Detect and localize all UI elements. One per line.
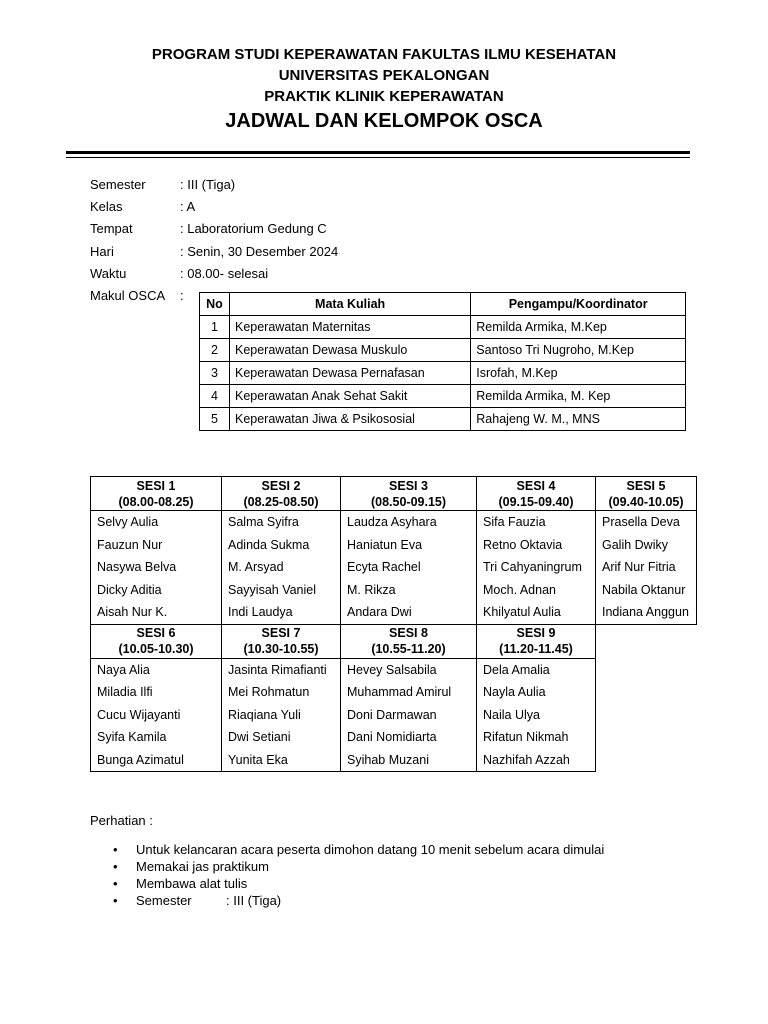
member-name: Laudza Asyhara — [341, 511, 477, 534]
member-name: Yunita Eka — [222, 749, 341, 772]
note-text: Untuk kelancaran acara peserta dimohon datang 10 menit sebelum acara dimulai — [136, 842, 605, 857]
row-no: 4 — [200, 385, 230, 408]
table-row — [91, 601, 697, 624]
session-header — [341, 624, 477, 658]
header-praktik: PRAKTIK KLINIK KEPERAWATAN — [264, 88, 504, 105]
member-name: Haniatun Eva — [341, 534, 477, 557]
list-item — [113, 876, 604, 893]
list-item — [113, 893, 604, 910]
session-name: SESI 4 — [516, 478, 556, 493]
member-name: Hevey Salsabila — [341, 658, 477, 681]
info-label: Semester — [90, 177, 146, 192]
member-name: M. Arsyad — [222, 556, 341, 579]
member-name: Prasella Deva — [596, 511, 697, 534]
empty-cell — [596, 726, 697, 749]
row-no: 1 — [200, 316, 230, 339]
empty-cell — [596, 658, 697, 681]
session-header — [477, 624, 596, 658]
row-lecturer: Remilda Armika, M. Kep — [471, 385, 686, 408]
member-name: Nazhifah Azzah — [477, 749, 596, 772]
member-name: Khilyatul Aulia — [477, 601, 596, 624]
member-name: Nasywa Belva — [91, 556, 222, 579]
col-header-mata-kuliah: Mata Kuliah — [229, 293, 470, 316]
member-name: Naila Ulya — [477, 704, 596, 727]
info-value: : — [180, 288, 184, 303]
table-row — [200, 339, 686, 362]
makul-table — [199, 292, 686, 431]
member-name: Dani Nomidiarta — [341, 726, 477, 749]
info-label: Kelas — [90, 199, 123, 214]
session-name: SESI 6 — [136, 626, 176, 640]
info-value: : III (Tiga) — [180, 177, 236, 192]
row-course: Keperawatan Dewasa Muskulo — [229, 339, 470, 362]
row-no: 2 — [200, 339, 230, 362]
session-name: SESI 2 — [261, 478, 301, 493]
session-time: (11.20-11.45) — [499, 642, 573, 656]
table-row — [200, 385, 686, 408]
session-header-row — [91, 477, 697, 511]
session-time: (10.55-11.20) — [371, 642, 446, 656]
empty-cell — [596, 681, 697, 704]
bullet-icon: • — [113, 842, 118, 857]
member-name: Dwi Setiani — [222, 726, 341, 749]
session-name: SESI 9 — [516, 626, 556, 640]
member-name: Jasinta Rimafianti — [222, 658, 341, 681]
member-name: Andara Dwi — [341, 601, 477, 624]
session-name: SESI 8 — [389, 626, 428, 640]
member-name: Miladia Ilfi — [91, 681, 222, 704]
table-row — [91, 534, 697, 557]
member-name: Syihab Muzani — [341, 749, 477, 772]
member-name: Mei Rohmatun — [222, 681, 341, 704]
session-time: (08.50-09.15) — [370, 494, 447, 509]
session-header — [596, 477, 697, 511]
note-semester-value: : III (Tiga) — [226, 893, 282, 908]
session-name: SESI 1 — [136, 478, 176, 493]
page-title: JADWAL DAN KELOMPOK OSCA — [225, 110, 543, 132]
session-name: SESI 7 — [261, 626, 301, 640]
session-time: (08.25-08.50) — [243, 494, 319, 509]
member-name: Muhammad Amirul — [341, 681, 477, 704]
notes-heading: Perhatian : — [90, 813, 153, 828]
row-no: 5 — [200, 408, 230, 431]
member-name: Salma Syifra — [222, 511, 341, 534]
member-name: Indiana Anggun — [596, 601, 697, 624]
session-header — [341, 477, 477, 511]
info-value: : A — [180, 199, 196, 214]
header-program: PROGRAM STUDI KEPERAWATAN FAKULTAS ILMU KESEHATAN — [151, 46, 617, 63]
member-name: Indi Laudya — [222, 601, 341, 624]
table-row — [200, 408, 686, 431]
member-name: Cucu Wijayanti — [91, 704, 222, 727]
member-name: M. Rikza — [341, 579, 477, 602]
table-row — [91, 749, 697, 772]
table-row — [200, 316, 686, 339]
member-name: Aisah Nur K. — [91, 601, 222, 624]
bullet-icon: • — [113, 893, 118, 908]
info-label: Hari — [90, 244, 114, 259]
session-name: SESI 3 — [389, 478, 428, 493]
session-header-row — [91, 624, 697, 658]
empty-cell — [596, 749, 697, 772]
member-name: Arif Nur Fitria — [596, 556, 697, 579]
info-value: : Senin, 30 Desember 2024 — [180, 244, 339, 259]
session-header — [222, 477, 341, 511]
row-course: Keperawatan Anak Sehat Sakit — [229, 385, 470, 408]
table-row — [200, 362, 686, 385]
list-item — [113, 842, 604, 859]
member-name: Ecyta Rachel — [341, 556, 477, 579]
header-university: UNIVERSITAS PEKALONGAN — [278, 67, 490, 84]
note-text: Memakai jas praktikum — [136, 859, 269, 874]
table-row — [91, 579, 697, 602]
session-header — [91, 477, 222, 511]
table-header-row — [200, 293, 686, 316]
session-header — [222, 624, 341, 658]
session-table — [90, 476, 697, 772]
row-lecturer: Santoso Tri Nugroho, M.Kep — [471, 339, 686, 362]
table-row — [91, 726, 697, 749]
bullet-icon: • — [113, 859, 118, 874]
member-name: Adinda Sukma — [222, 534, 341, 557]
notes-list — [113, 842, 604, 910]
session-time: (09.40-10.05) — [608, 494, 684, 509]
session-time: (10.05-10.30) — [118, 642, 194, 656]
row-no: 3 — [200, 362, 230, 385]
session-header — [477, 477, 596, 511]
info-value: : Laboratorium Gedung C — [180, 221, 327, 236]
session-time: (08.00-08.25) — [118, 494, 194, 509]
table-row — [91, 681, 697, 704]
table-row — [91, 658, 697, 681]
note-semester-label: Semester — [136, 893, 192, 908]
header-divider-thick — [66, 151, 690, 154]
session-time: (09.15-09.40) — [498, 494, 574, 509]
list-item — [113, 859, 604, 876]
info-label: Tempat — [90, 221, 133, 236]
member-name: Doni Darmawan — [341, 704, 477, 727]
member-name: Syifa Kamila — [91, 726, 222, 749]
empty-cell — [596, 704, 697, 727]
session-name: SESI 5 — [626, 478, 666, 493]
table-row — [91, 556, 697, 579]
row-lecturer: Isrofah, M.Kep — [471, 362, 686, 385]
row-lecturer: Rahajeng W. M., MNS — [471, 408, 686, 431]
row-course: Keperawatan Dewasa Pernafasan — [229, 362, 470, 385]
col-header-no: No — [200, 293, 230, 316]
member-name: Sifa Fauzia — [477, 511, 596, 534]
member-name: Dela Amalia — [477, 658, 596, 681]
member-name: Retno Oktavia — [477, 534, 596, 557]
info-label: Makul OSCA — [90, 288, 166, 303]
table-row — [91, 511, 697, 534]
member-name: Fauzun Nur — [91, 534, 222, 557]
row-lecturer: Remilda Armika, M.Kep — [471, 316, 686, 339]
header-divider-thin — [66, 157, 690, 158]
info-label: Waktu — [90, 266, 127, 281]
member-name: Selvy Aulia — [91, 511, 222, 534]
member-name: Tri Cahyaningrum — [477, 556, 596, 579]
row-course: Keperawatan Maternitas — [229, 316, 470, 339]
member-name: Bunga Azimatul — [91, 749, 222, 772]
member-name: Moch. Adnan — [477, 579, 596, 602]
note-text: Membawa alat tulis — [136, 876, 248, 891]
member-name: Dicky Aditia — [91, 579, 222, 602]
session-header — [91, 624, 222, 658]
empty-cell — [596, 624, 697, 658]
row-course: Keperawatan Jiwa & Psikososial — [229, 408, 470, 431]
member-name: Galih Dwiky — [596, 534, 697, 557]
member-name: Sayyisah Vaniel — [222, 579, 341, 602]
member-name: Nayla Aulia — [477, 681, 596, 704]
member-name: Nabila Oktanur — [596, 579, 697, 602]
member-name: Riaqiana Yuli — [222, 704, 341, 727]
col-header-pengampu: Pengampu/Koordinator — [471, 293, 686, 316]
session-time: (10.30-10.55) — [243, 642, 319, 656]
bullet-icon: • — [113, 876, 118, 891]
table-row — [91, 704, 697, 727]
member-name: Naya Alia — [91, 658, 222, 681]
member-name: Rifatun Nikmah — [477, 726, 596, 749]
info-value: : 08.00- selesai — [180, 266, 269, 281]
